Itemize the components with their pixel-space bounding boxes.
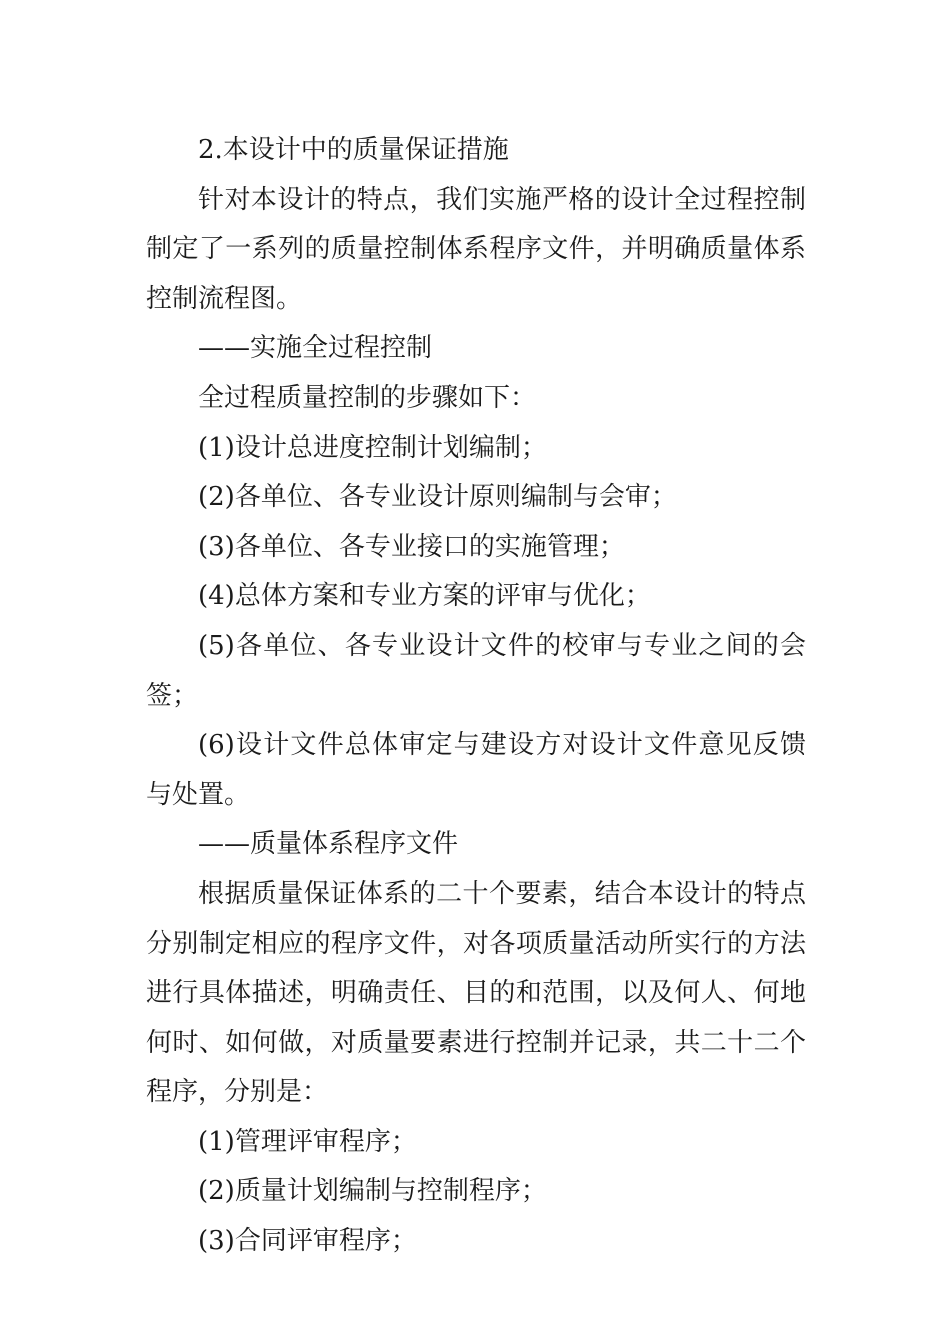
list-item: (4)总体方案和专业方案的评审与优化； — [198, 581, 651, 612]
paragraph-procedure-desc: 根据质量保证体系的二十个要素，结合本设计的特点分别制定相应的程序文件，对各项质量活动所实行的方法进行具体描述，明确责任、目的和范围，以及何人、何地何时、如何做，对质量要素进行控制并记录，共二十二个程序，分别是： — [146, 878, 806, 1108]
document-body — [146, 126, 806, 1267]
list-item: (1)管理评审程序； — [198, 1126, 417, 1157]
list-item: (1)设计总进度控制计划编制； — [198, 432, 547, 463]
paragraph-steps-intro: 全过程质量控制的步骤如下： — [198, 382, 537, 413]
list-item: (3)合同评审程序； — [198, 1226, 417, 1257]
list-item: (2)各单位、各专业设计原则编制与会审； — [198, 482, 677, 513]
list-item: (6)设计文件总体审定与建设方对设计文件意见反馈与处置。 — [146, 730, 806, 810]
list-item: (3)各单位、各专业接口的实施管理； — [198, 531, 625, 562]
list-item: (5)各单位、各专业设计文件的校审与专业之间的会签； — [146, 630, 806, 711]
subheading-process-control: ——实施全过程控制 — [198, 333, 433, 364]
list-item: (2)质量计划编制与控制程序； — [198, 1176, 547, 1207]
paragraph-intro: 针对本设计的特点，我们实施严格的设计全过程控制制定了一系列的质量控制体系程序文件，并明确质量体系控制流程图。 — [146, 184, 806, 314]
subheading-procedure-docs: ——质量体系程序文件 — [198, 829, 459, 860]
section-heading: 2.本设计中的质量保证措施 — [198, 135, 509, 165]
